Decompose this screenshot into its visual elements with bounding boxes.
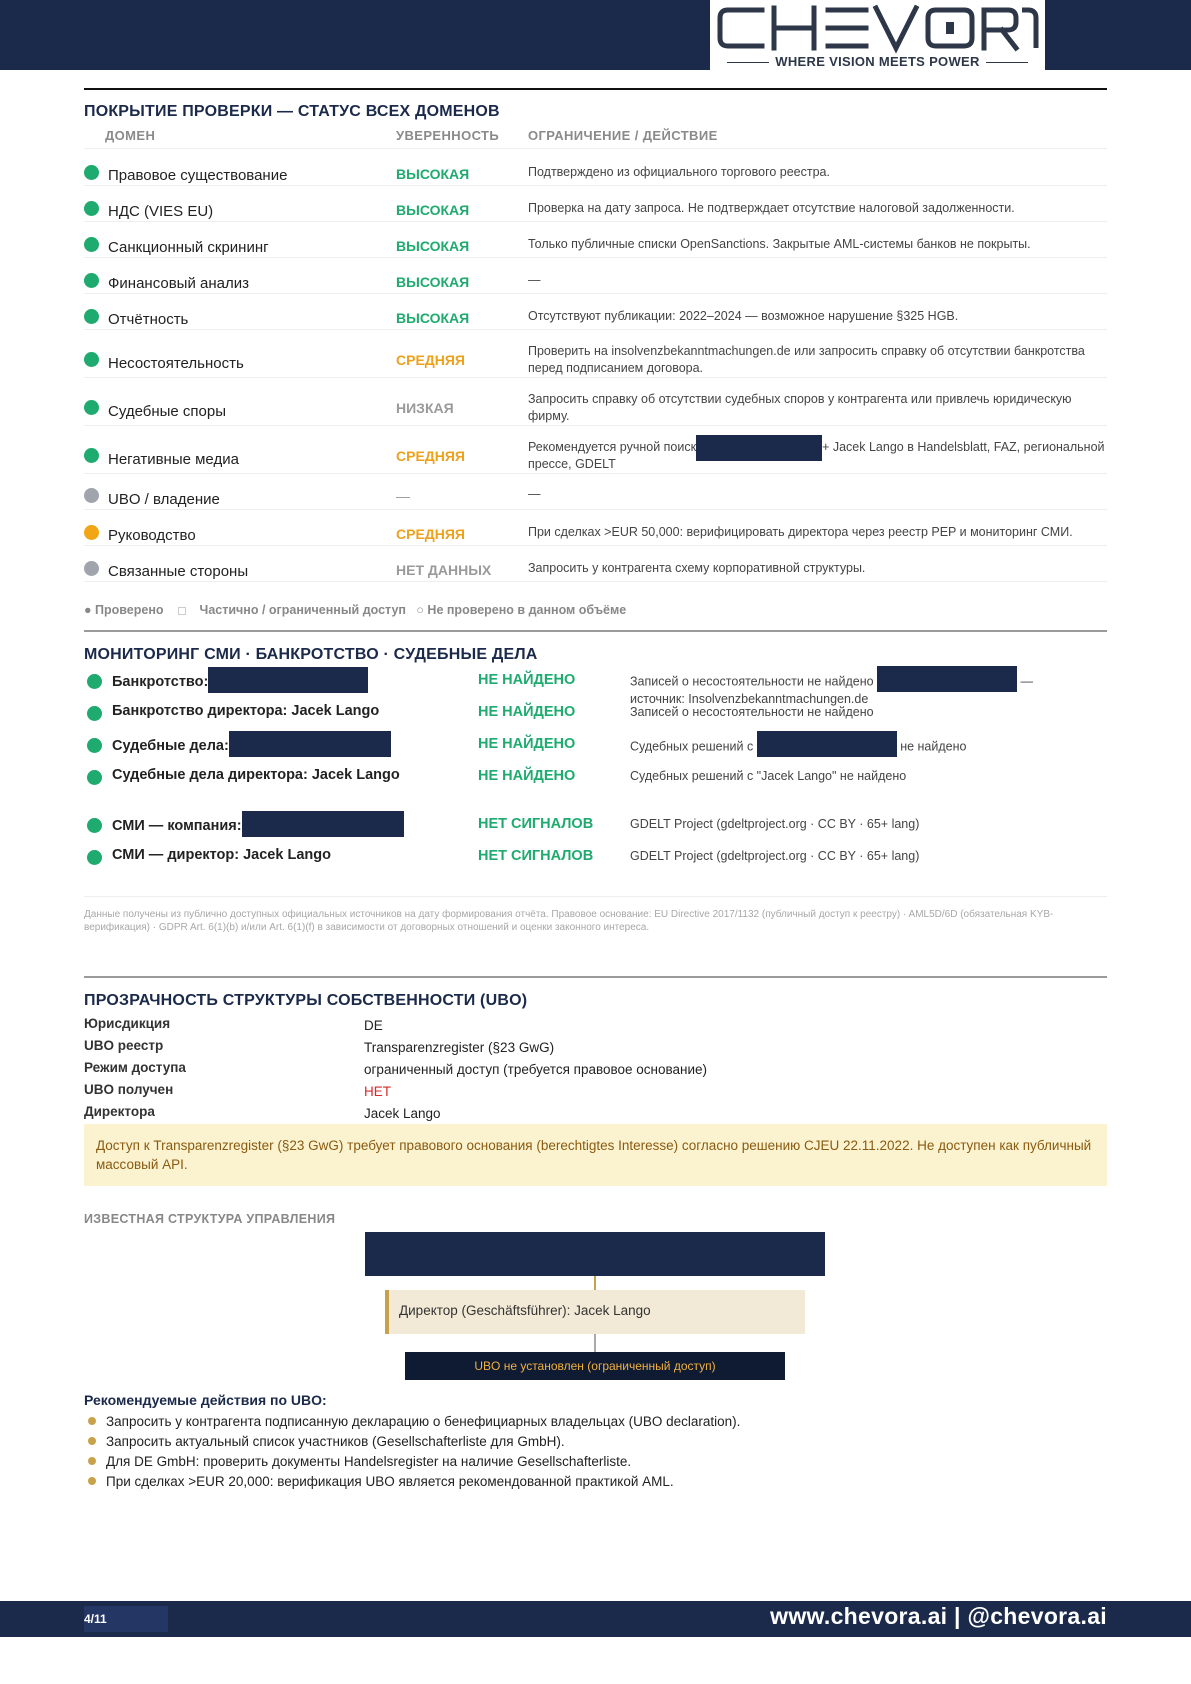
redaction-block	[877, 666, 1017, 692]
footer-url[interactable]: www.chevora.ai | @chevora.ai	[770, 1603, 1107, 1629]
bullet-icon	[88, 1437, 96, 1445]
recommendations-title: Рекомендуемые действия по UBO:	[84, 1392, 327, 1408]
status-dot-icon	[87, 674, 102, 689]
warning-box: Доступ к Transparenzregister (§23 GwG) требует правового основания (berechtigtes Interesse) согласно решению CJEU 22.11.2022. Не доступен как публичный массовый API.	[84, 1124, 1107, 1186]
ubo-title: ПРОЗРАЧНОСТЬ СТРУКТУРЫ СОБСТВЕННОСТИ (UBO)	[84, 992, 528, 1009]
coverage-row: Санкционный скрининг ВЫСОКАЯ Только публичные списки OpenSanctions. Закрытые AML-системы банков не покрыты.	[84, 222, 1107, 258]
monitoring-status: НЕ НАЙДЕНО	[478, 768, 576, 784]
structure-director-box: Директор (Geschäftsführer): Jacek Lango	[385, 1290, 805, 1334]
coverage-row: Связанные стороны НЕТ ДАННЫХ Запросить у контрагента схему корпоративной структуры.	[84, 546, 1107, 582]
divider	[84, 630, 1107, 632]
field-value: Jacek Lango	[364, 1106, 441, 1121]
field-value: Transparenzregister (§23 GwG)	[364, 1040, 555, 1055]
field-label: Юрисдикция	[84, 1016, 171, 1031]
status-dot-icon	[84, 525, 99, 540]
status-dot-icon	[87, 770, 102, 785]
structure-company-box	[365, 1232, 825, 1276]
confidence-badge: ВЫСОКАЯ	[396, 166, 470, 182]
status-dot-icon	[84, 400, 99, 415]
field-label: UBO получен	[84, 1082, 174, 1097]
status-dot-icon	[84, 201, 99, 216]
confidence-badge: ВЫСОКАЯ	[396, 274, 470, 290]
status-dot-icon	[84, 488, 99, 503]
field-value: ограниченный доступ (требуется правовое основание)	[364, 1062, 708, 1077]
divider	[84, 88, 1107, 90]
monitoring-title: МОНИТОРИНГ СМИ · БАНКРОТСТВО · СУДЕБНЫЕ ДЕЛА	[84, 646, 538, 663]
redaction-block	[208, 667, 368, 693]
redaction-block	[757, 731, 897, 757]
status-dot-icon	[87, 706, 102, 721]
field-label: Директора	[84, 1104, 155, 1119]
coverage-row: Отчётность ВЫСОКАЯ Отсутствуют публикации: 2022–2024 — возможное нарушение §325 HGB.	[84, 294, 1107, 330]
structure-ubo-box: UBO не установлен (ограниченный доступ)	[405, 1352, 785, 1380]
confidence-badge: ВЫСОКАЯ	[396, 202, 470, 218]
col-header-domain: ДОМЕН	[105, 128, 156, 143]
bullet-icon	[88, 1417, 96, 1425]
logo-wordmark-icon	[710, 0, 1045, 56]
field-value: НЕТ	[364, 1084, 391, 1099]
confidence-badge: НЕТ ДАННЫХ	[396, 562, 492, 578]
status-dot-icon	[87, 850, 102, 865]
confidence-badge: ВЫСОКАЯ	[396, 310, 470, 326]
status-dot-icon	[84, 237, 99, 252]
partial-square-icon	[178, 607, 186, 615]
monitoring-row: СМИ — компания: НЕТ СИГНАЛОВ GDELT Project (gdeltproject.org · CC BY · 65+ lang)	[84, 812, 1107, 842]
coverage-row: Правовое существование ВЫСОКАЯ Подтверждено из официального торгового реестра.	[84, 150, 1107, 186]
status-dot-icon	[84, 352, 99, 367]
coverage-row: Несостоятельность СРЕДНЯЯ Проверить на insolvenzbekanntmachungen.de или запросить справку об отсутствии банкротства перед подписанием договора.	[84, 330, 1107, 378]
confidence-badge: —	[396, 488, 410, 504]
structure-title: ИЗВЕСТНАЯ СТРУКТУРА УПРАВЛЕНИЯ	[84, 1212, 336, 1226]
connector-line	[594, 1334, 596, 1352]
coverage-row: Негативные медиа СРЕДНЯЯ Рекомендуется ручной поиск + Jacek Lango в Handelsblatt, FAZ, региональной прессе, GDELT	[84, 426, 1107, 474]
monitoring-status: НЕТ СИГНАЛОВ	[478, 816, 594, 832]
bullet-icon	[88, 1457, 96, 1465]
list-item: Запросить у контрагента подписанную декларацию о бенефициарных владельцах (UBO declaration).	[84, 1412, 740, 1432]
page-number: 4/11	[84, 1606, 168, 1632]
monitoring-row: СМИ — директор: Jacek Lango НЕТ СИГНАЛОВ GDELT Project (gdeltproject.org · CC BY · 65+ lang)	[84, 844, 1107, 874]
confidence-badge: СРЕДНЯЯ	[396, 352, 465, 368]
status-dot-icon	[84, 448, 99, 463]
coverage-row: Руководство СРЕДНЯЯ При сделках >EUR 50,000: верифицировать директора через реестр PEP и мониторинг СМИ.	[84, 510, 1107, 546]
monitoring-status: НЕ НАЙДЕНО	[478, 736, 576, 752]
coverage-row: Судебные споры НИЗКАЯ Запросить справку об отсутствии судебных споров у контрагента или привлечь юридическую фирму.	[84, 378, 1107, 426]
logo-tagline: WHERE VISION MEETS POWER	[775, 54, 980, 69]
status-dot-icon	[84, 561, 99, 576]
field-value: DE	[364, 1018, 383, 1033]
monitoring-row: Банкротство директора: Jacek Lango НЕ НАЙДЕНО Записей о несостоятельности не найдено	[84, 700, 1107, 730]
coverage-row: Финансовый анализ ВЫСОКАЯ —	[84, 258, 1107, 294]
redaction-block	[229, 731, 391, 757]
confidence-badge: СРЕДНЯЯ	[396, 448, 465, 464]
list-item: При сделках >EUR 20,000: верификация UBO является рекомендованной практикой AML.	[84, 1472, 740, 1492]
monitoring-row: Судебные дела директора: Jacek Lango НЕ НАЙДЕНО Судебных решений с "Jacek Lango" не найдено	[84, 764, 1107, 794]
monitoring-status: НЕТ СИГНАЛОВ	[478, 848, 594, 864]
redaction-block	[696, 435, 822, 461]
confidence-badge: ВЫСОКАЯ	[396, 238, 470, 254]
monitoring-row: Банкротство: НЕ НАЙДЕНО Записей о несостоятельности не найдено — источник: Insolvenzbekanntmachungen.de	[84, 668, 1107, 698]
col-header-note: ОГРАНИЧЕНИЕ / ДЕЙСТВИЕ	[528, 128, 718, 143]
confidence-badge: НИЗКАЯ	[396, 400, 454, 416]
status-dot-icon	[87, 818, 102, 833]
monitoring-row: Судебные дела: НЕ НАЙДЕНО Судебных решений с не найдено	[84, 732, 1107, 762]
monitoring-status: НЕ НАЙДЕНО	[478, 704, 576, 720]
coverage-title: ПОКРЫТИЕ ПРОВЕРКИ — СТАТУС ВСЕХ ДОМЕНОВ	[84, 103, 500, 120]
col-header-confidence: УВЕРЕННОСТЬ	[396, 128, 500, 143]
field-label: UBO реестр	[84, 1038, 164, 1053]
status-dot-icon	[87, 738, 102, 753]
list-item: Для DE GmbH: проверить документы Handelsregister на наличие Gesellschafterliste.	[84, 1452, 740, 1472]
field-label: Режим доступа	[84, 1060, 186, 1075]
status-dot-icon	[84, 165, 99, 180]
recommendations-list	[84, 1412, 740, 1492]
coverage-legend: ● Проверено Частично / ограниченный доступ ○ Не проверено в данном объёме	[84, 603, 627, 617]
divider	[84, 976, 1107, 978]
coverage-row: UBO / владение — —	[84, 474, 1107, 510]
bullet-icon	[88, 1477, 96, 1485]
legal-footnote: Данные получены из публично доступных официальных источников на дату формирования отчёта. Правовое основание: EU Directive 2017/1132 (публичный доступ к реестру) · AML5D/6D (обязательная KYB-верификация) · GDPR Art. 6(1)(b) и/или Art. 6(1)(f) в зависимости от договорных отношений и оценки законного интереса.	[84, 909, 1054, 933]
connector-line	[594, 1276, 596, 1290]
confidence-badge: СРЕДНЯЯ	[396, 526, 465, 542]
list-item: Запросить актуальный список участников (Gesellschafterliste для GmbH).	[84, 1432, 740, 1452]
monitoring-status: НЕ НАЙДЕНО	[478, 672, 576, 688]
logo	[710, 0, 1045, 74]
coverage-row: НДС (VIES EU) ВЫСОКАЯ Проверка на дату запроса. Не подтверждает отсутствие налоговой задолженности.	[84, 186, 1107, 222]
redaction-block	[242, 811, 404, 837]
status-dot-icon	[84, 309, 99, 324]
status-dot-icon	[84, 273, 99, 288]
